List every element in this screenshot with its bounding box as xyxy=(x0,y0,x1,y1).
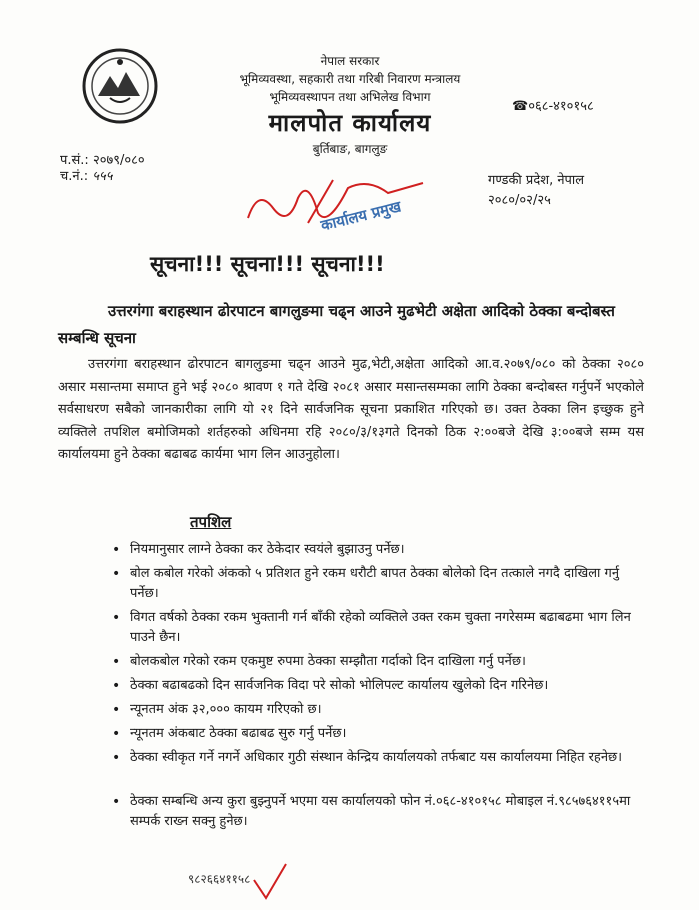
patra-value: २०७९/०८० xyxy=(92,153,145,168)
department-name: भूमिव्यवस्थापन तथा अभिलेख विभाग xyxy=(269,90,431,104)
chalani-label: च.नं.: xyxy=(60,169,89,184)
handwritten-number: ९८२६६४११५८ xyxy=(188,872,251,886)
office-name: मालपोत कार्यालय xyxy=(268,109,432,137)
list-item: • नियमानुसार लाग्ने ठेक्का कर ठेकेदार स्वयंले बुझाउनु पर्नेछ। xyxy=(112,540,640,560)
notice-body: उत्तरगंगा बराहस्थान ढोरपाटन बागलुङमा चढ्न आउने मुढ,भेटी,अक्षेता आदिको आ.व.२०७९/०८० को ठेक्का २०८० असार मसान्तमा समाप्त हुने भई २०८० श्रावण १ गते देखि २०८१ असार मसान्तसम्मका लागि ठेक्का बन्दोबस्त गर्नुपर्ने भएकोले सर्वसाधरण सबैको जानकारीका लागि यो २१ दिने सार्वजनिक सूचना प्रकाशित गरिएको छ। उक्त ठेक्का लिन इच्छुक हुने व्यक्तिले तपशिल बमोजिमको शर्तहरुको अधिनमा रहि २०८०/३/१३गते दिनको ठिक २:००बजे देखि ३:००बजे सम्म यस कार्यालयमा हुने ठेक्का बढाबढ कार्यमा भाग लिन आउनुहोला। xyxy=(58,357,644,462)
checkmark-icon xyxy=(250,862,290,902)
notice-subject: उत्तरगंगा बराहस्थान ढोरपाटन बागलुङमा चढ्न आउने मुढभेटी अक्षेता आदिको ठेक्का बन्दोबस्त सम्बन्धि सूचना xyxy=(58,302,615,347)
gov-title: नेपाल सरकार xyxy=(320,54,380,68)
tapasil-heading: तपशिल xyxy=(190,513,232,531)
ministry-name: भूमिव्यवस्था, सहकारी तथा गरिबी निवारण मन्त्रालय xyxy=(239,72,461,86)
list-item: • विगत वर्षको ठेक्का रकम भुक्तानी गर्न बाँकी रहेको व्यक्तिले उक्त रकम चुक्ता नगरेसम्म बढाबढमा भाग लिन पाउने छैन। xyxy=(112,608,640,648)
patra-label: प.सं.: xyxy=(60,153,89,168)
chalani-number xyxy=(60,166,113,184)
list-item: • ठेक्का सम्बन्धि अन्य कुरा बुझ्नुपर्ने भएमा यस कार्यालयको फोन नं.०६८-४१०१५८ मोबाइल नं.९८५७६४११५मा सम्पर्क राख्न सक्नु हुनेछ। xyxy=(112,792,640,832)
chalani-value: ५५५ xyxy=(92,169,113,184)
list-item: • न्यूनतम अंक ३२,००० कायम गरिएको छ। xyxy=(112,700,640,720)
official-stamp: कार्यालय प्रमुख xyxy=(319,197,403,235)
list-item: • बोल कबोल गरेको अंकको ५ प्रतिशत हुने रकम धरौटी बापत ठेक्का बोलेको दिन तत्काले नगदै दाखिला गर्नु पर्नेछ। xyxy=(112,564,640,604)
office-location: बुर्तिबाङ, बागलुङ xyxy=(312,142,388,156)
notice-title: सूचना!!! सूचना!!! सूचना!!! xyxy=(150,252,385,276)
list-item: • ठेक्का बढाबढको दिन सार्वजनिक विदा परे सोको भोलिपल्ट कार्यालय खुलेको दिन गरिनेछ। xyxy=(112,676,640,696)
nepal-emblem-icon xyxy=(80,46,160,126)
issue-date: २०८०/०२/२५ xyxy=(488,193,551,208)
province: गण्डकी प्रदेश, नेपाल xyxy=(488,173,585,188)
conditions-list xyxy=(112,540,640,836)
office-phone: ☎०६८-४१०१५८ xyxy=(512,99,594,114)
list-item: • बोलकबोल गरेको रकम एकमुष्ट रुपमा ठेक्का सम्झौता गर्दाको दिन दाखिला गर्नु पर्नेछ। xyxy=(112,652,640,672)
list-item: • ठेक्का स्वीकृत गर्ने नगर्ने अधिकार गुठी संस्थान केन्द्रिय कार्यालयको तर्फबाट यस कार्यालयमा निहित रहनेछ। xyxy=(112,748,640,768)
list-item: • न्यूनतम अंकबाट ठेक्का बढाबढ सुरु गर्नु पर्नेछ। xyxy=(112,724,640,744)
signature-icon xyxy=(238,168,438,248)
